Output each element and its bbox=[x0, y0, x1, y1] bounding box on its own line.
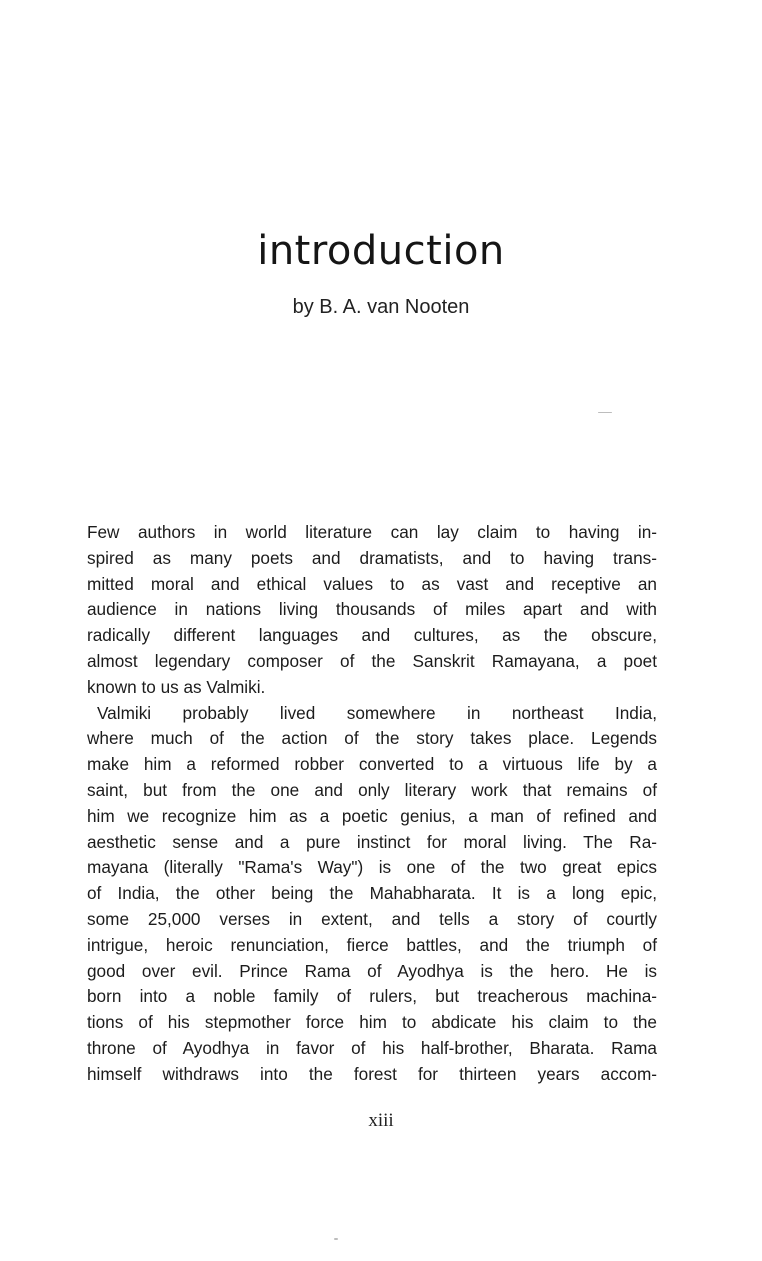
paper-speck bbox=[598, 412, 612, 413]
text-line: Valmiki probably lived somewhere in northeast India, bbox=[97, 702, 657, 723]
text-line: almost legendary composer of the Sanskrit Ramayana, a poet bbox=[87, 650, 657, 671]
text-line: saint, but from the one and only literary work that remains of bbox=[87, 779, 657, 800]
text-line: born into a noble family of rulers, but treacherous machina- bbox=[87, 986, 657, 1007]
text-line: mitted moral and ethical values to as vast and receptive an bbox=[87, 573, 657, 594]
text-line: himself withdraws into the forest for thirteen years accom- bbox=[87, 1063, 657, 1084]
chapter-title: introduction bbox=[257, 228, 505, 274]
text-line: Few authors in world literature can lay claim to having in- bbox=[87, 522, 657, 542]
text-line: make him a reformed robber converted to a virtuous life by a bbox=[87, 754, 657, 775]
page-number: xiii bbox=[368, 1110, 394, 1131]
text-line: mayana (literally "Rama's Way") is one of the two great epics bbox=[87, 857, 657, 878]
text-line: known to us as Valmiki. bbox=[87, 676, 266, 697]
text-line: tions of his stepmother force him to abdicate his claim to the bbox=[87, 1012, 657, 1033]
author-byline: by B. A. van Nooten bbox=[292, 296, 470, 318]
paper-speck bbox=[334, 1238, 338, 1240]
text-line: some 25,000 verses in extent, and tells a story of courtly bbox=[87, 908, 657, 929]
text-line: spired as many poets and dramatists, and to having trans- bbox=[87, 547, 657, 568]
body-text bbox=[87, 520, 657, 1088]
text-line: him we recognize him as a poetic genius, a man of refined and bbox=[87, 805, 657, 826]
text-line: intrigue, heroic renunciation, fierce battles, and the triumph of bbox=[87, 934, 657, 955]
text-line: of India, the other being the Mahabharata. It is a long epic, bbox=[87, 883, 657, 904]
text-line: throne of Ayodhya in favor of his half-brother, Bharata. Rama bbox=[87, 1037, 657, 1058]
text-line: radically different languages and cultures, as the obscure, bbox=[87, 625, 657, 646]
text-line: aesthetic sense and a pure instinct for moral living. The Ra- bbox=[87, 831, 657, 852]
text-line: good over evil. Prince Rama of Ayodhya is the hero. He is bbox=[87, 960, 657, 981]
text-line: audience in nations living thousands of miles apart and with bbox=[87, 599, 657, 620]
text-line: where much of the action of the story takes place. Legends bbox=[87, 728, 657, 749]
